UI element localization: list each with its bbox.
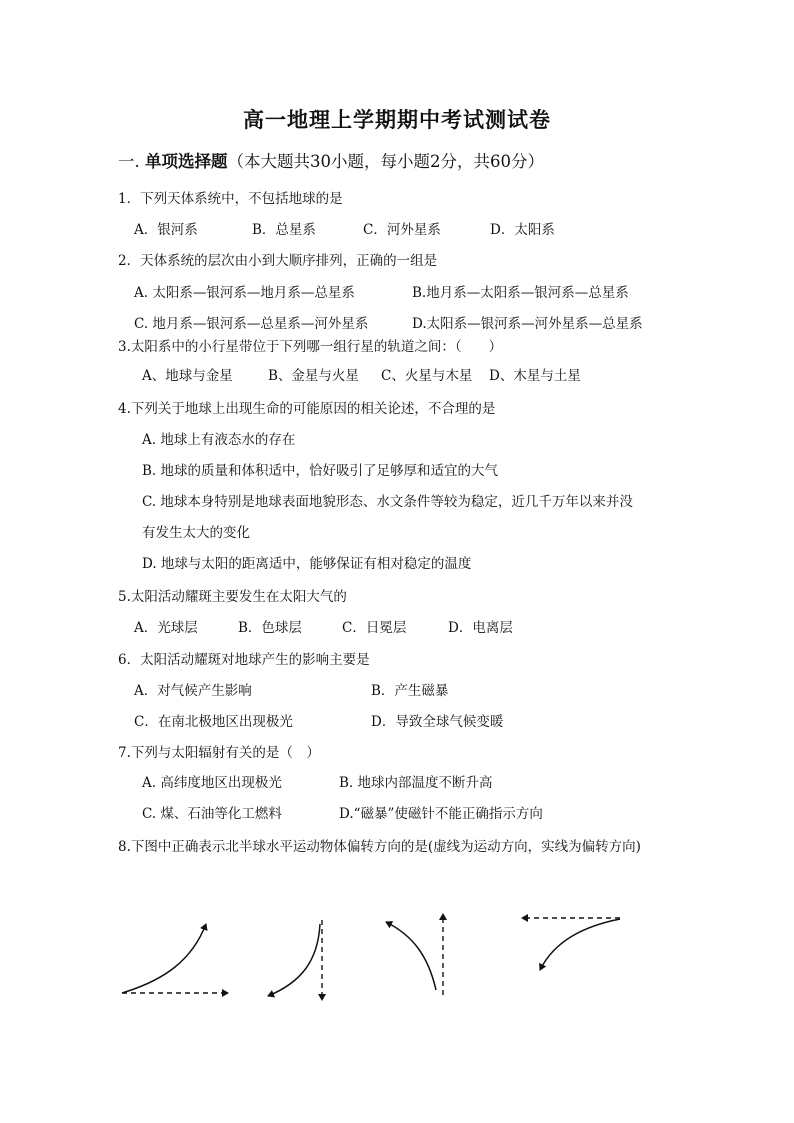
question-6-stem: 6．太阳活动耀斑对地球产生的影响主要是 <box>118 652 370 668</box>
question-1-stem: 1．下列天体系统中，不包括地球的是 <box>118 191 343 207</box>
q4-option-d: D. 地球与太阳的距离适中，能够保证有相对稳定的温度 <box>142 556 472 572</box>
diagram-c-deflection-solid <box>386 922 436 990</box>
diagram-c <box>386 914 443 995</box>
q6-option-b: B．产生磁暴 <box>371 683 449 699</box>
q2-option-d: D.太阳系—银河系—河外星系—总星系 <box>412 316 643 332</box>
question-7-stem: 7.下列与太阳辐射有关的是（ ） <box>118 745 320 761</box>
section-title: 单项选择题 <box>145 152 228 171</box>
q3-option-a: A、地球与金星 <box>142 368 233 384</box>
diagram-d <box>522 918 620 970</box>
section-note: （本大题共30小题，每小题2分，共60分） <box>227 152 544 171</box>
q7-option-c: C. 煤、石油等化工燃料 <box>142 806 282 822</box>
q1-option-c: C．河外星系 <box>363 222 441 238</box>
q1-option-d: D．太阳系 <box>490 222 555 238</box>
q5-option-d: D．电离层 <box>448 620 513 636</box>
question-3-stem: 3.太阳系中的小行星带位于下列哪一组行星的轨道之间：（ ） <box>118 339 503 355</box>
q4-option-b: B. 地球的质量和体积适中，恰好吸引了足够厚和适宜的大气 <box>142 463 499 479</box>
q3-option-c: C、火星与木星 <box>381 368 473 384</box>
question-2-stem: 2．天体系统的层次由小到大顺序排列，正确的一组是 <box>118 253 438 269</box>
q7-option-b: B. 地球内部温度不断升高 <box>339 775 493 791</box>
q6-option-c: C．在南北极地区出现极光 <box>134 714 293 730</box>
page-title: 高一地理上学期期中考试测试卷 <box>243 107 551 132</box>
q5-option-a: A．光球层 <box>134 620 198 636</box>
q2-option-a: A. 太阳系—银河系—地月系—总星系 <box>134 285 355 301</box>
q5-option-c: C．日冕层 <box>342 620 407 636</box>
q4-option-a: A. 地球上有液态水的存在 <box>142 432 296 448</box>
diagram-a <box>122 924 228 993</box>
q6-option-d: D．导致全球气候变暖 <box>371 714 504 730</box>
q1-option-a: A．银河系 <box>134 222 198 238</box>
diagram-d-deflection-solid <box>540 919 620 970</box>
q7-option-a: A. 高纬度地区出现极光 <box>142 775 282 791</box>
q5-option-b: B．色球层 <box>238 620 302 636</box>
q4-option-c: C. 地球本身特别是地球表面地貌形态、水文条件等较为稳定，近几千万年以来并没 <box>142 494 633 510</box>
q2-option-c: C. 地月系—银河系—总星系—河外星系 <box>134 316 369 332</box>
q3-option-b: B、金星与火星 <box>268 368 359 384</box>
q2-option-b: B.地月系—太阳系—银河系—总星系 <box>412 285 629 301</box>
question-8-stem: 8.下图中正确表示北半球水平运动物体偏转方向的是(虚线为运动方向，实线为偏转方向) <box>118 839 641 855</box>
question-4-stem: 4.下列关于地球上出现生命的可能原因的相关论述，不合理的是 <box>118 401 496 417</box>
q4-option-c-continued: 有发生太大的变化 <box>142 525 250 541</box>
section-number: 一. <box>118 152 140 171</box>
diagram-b-deflection-solid <box>268 924 320 996</box>
diagram-b <box>268 920 322 1000</box>
diagram-a-deflection-solid <box>122 924 206 993</box>
q7-option-d: D.“磁暴”使磁针不能正确指示方向 <box>339 806 543 822</box>
question-5-stem: 5.太阳活动耀斑主要发生在太阳大气的 <box>118 589 347 605</box>
q1-option-b: B．总星系 <box>252 222 316 238</box>
q3-option-d: D、木星与土星 <box>489 368 581 384</box>
q6-option-a: A．对气候产生影响 <box>134 683 252 699</box>
